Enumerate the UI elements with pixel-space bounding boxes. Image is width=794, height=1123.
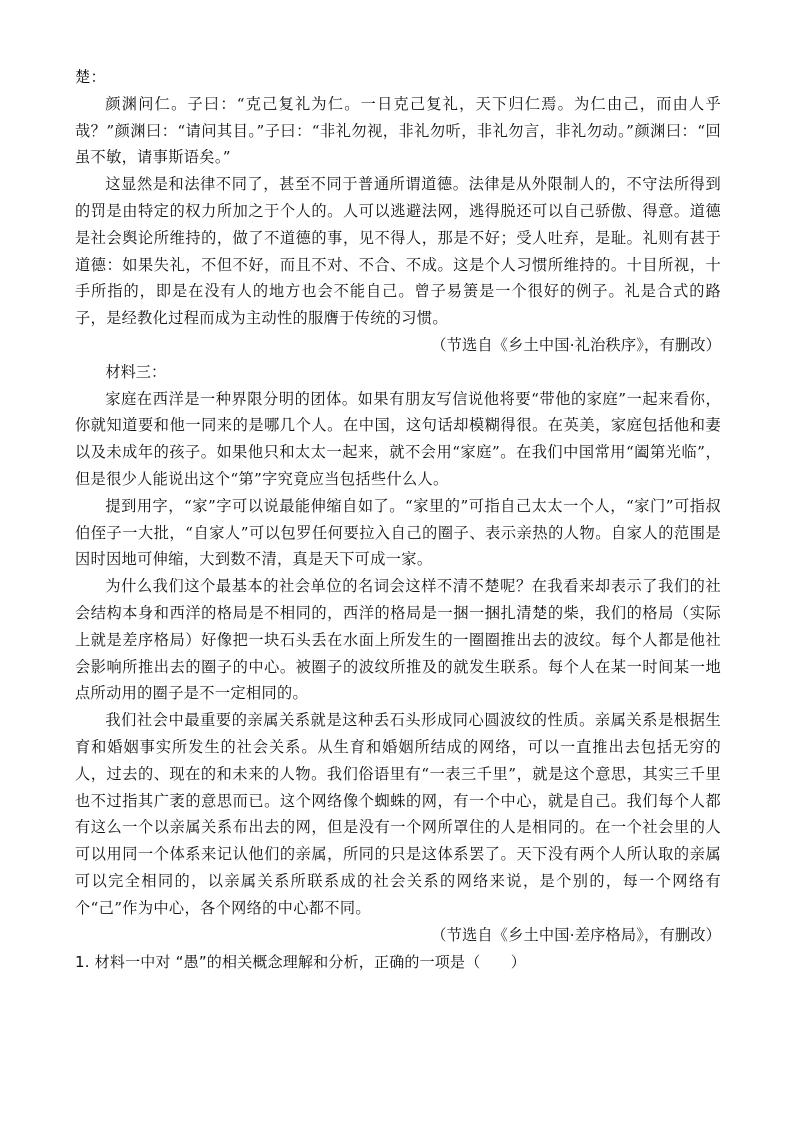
family-definition-paragraph: 家庭在西洋是一种界限分明的团体。如果有朋友写信说他将要“带他的家庭”一起来看你，你就知道要和他一同来的是哪几个人。在中国，这句话却模糊得很。在英美，家庭包括他和妻以及未成年的孩子。如果他只和太太一起来，就不会用“家庭”。在我们中国常用“阖第光临”，但是很少人能说出这个“第”字究竟应当包括些什么人。 (75, 389, 721, 488)
analects-quote-paragraph: 颜渊问仁。子曰：“克己复礼为仁。一日克己复礼，天下归仁焉。为仁由己，而由人乎哉？”颜渊曰：“请问其目。”子曰：“非礼勿视，非礼勿听，非礼勿言，非礼勿动。”颜渊曰：“回虽不敏，请事斯语矣。” (75, 94, 721, 167)
document-body (75, 64, 721, 974)
continuation-text: 楚： (75, 68, 107, 86)
kinship-network-paragraph: 我们社会中最重要的亲属关系就是这种丢石头形成同心圆波纹的性质。亲属关系是根据生育和婚姻事实所发生的社会关系。从生育和婚姻所结成的网络，可以一直推出去包括无穷的人，过去的、现在的和未来的人物。我们俗语里有“一表三千里”，就是这个意思，其实三千里也不过指其广袤的意思而已。这个网络像个蜘蛛的网，有一个中心，就是自己。我们每个人都有这么一个以亲属关系布出去的网，但是没有一个网所罩住的人是相同的。在一个社会里的人可以用同一个体系来记认他们的亲属，所同的只是这体系罢了。天下没有两个人所认取的亲属可以完全相同的，以亲属关系所联系成的社会关系的网络来说，是个别的，每一个网络有个“己”作为中心，各个网络的中心都不同。 (75, 711, 721, 917)
material-3-label: 材料三： (105, 362, 167, 381)
ritual-vs-law-paragraph: 这显然是和法律不同了，甚至不同于普通所谓道德。法律是从外限制人的，不守法所得到的罚是由特定的权力所加之于个人的。人可以逃避法网，逃得脱还可以自己骄傲、得意。道德是社会舆论所维持的，做了不道德的事，见不得人，那是不好；受人吐弃，是耻。礼则有甚于道德：如果失礼，不但不好，而且不对、不合、不成。这是个人习惯所维持的。十目所视，十手所指的，即是在没有人的地方也会不能自己。曾子易箦是一个很好的例子。礼是合式的路子，是经教化过程而成为主动性的服膺于传统的习惯。 (75, 175, 721, 328)
source-citation-1: （节选自《乡土中国·礼治秩序》，有删改） (431, 335, 721, 354)
differential-pattern-paragraph: 为什么我们这个最基本的社会单位的名词会这样不清不楚呢？在我看来却表示了我们的社会结构本身和西洋的格局是不相同的，西洋的格局是一捆一捆扎清楚的柴，我们的格局（实际上就是差序格局）好像把一块石头丢在水面上所发生的一圈圈推出去的波纹。每个人都是他社会影响所推出去的圈子的中心。被圈子的波纹所推及的就发生联系。每个人在某一时间某一地点所动用的圈子是不一定相同的。 (75, 577, 721, 703)
question-1: 1. 材料一中对 “愚”的相关概念理解和分析，正确的一项是（ ） (75, 953, 526, 972)
jia-character-paragraph: 提到用字，“家”字可以说最能伸缩自如了。“家里的”可指自己太太一个人，“家门”可指叔伯侄子一大批，“自家人”可以包罗任何要拉入自己的圈子、表示亲热的人物。自家人的范围是因时因地可伸缩，大到数不清，真是天下可成一家。 (75, 496, 721, 569)
source-citation-2: （节选自《乡土中国·差序格局》，有删改） (431, 925, 721, 944)
